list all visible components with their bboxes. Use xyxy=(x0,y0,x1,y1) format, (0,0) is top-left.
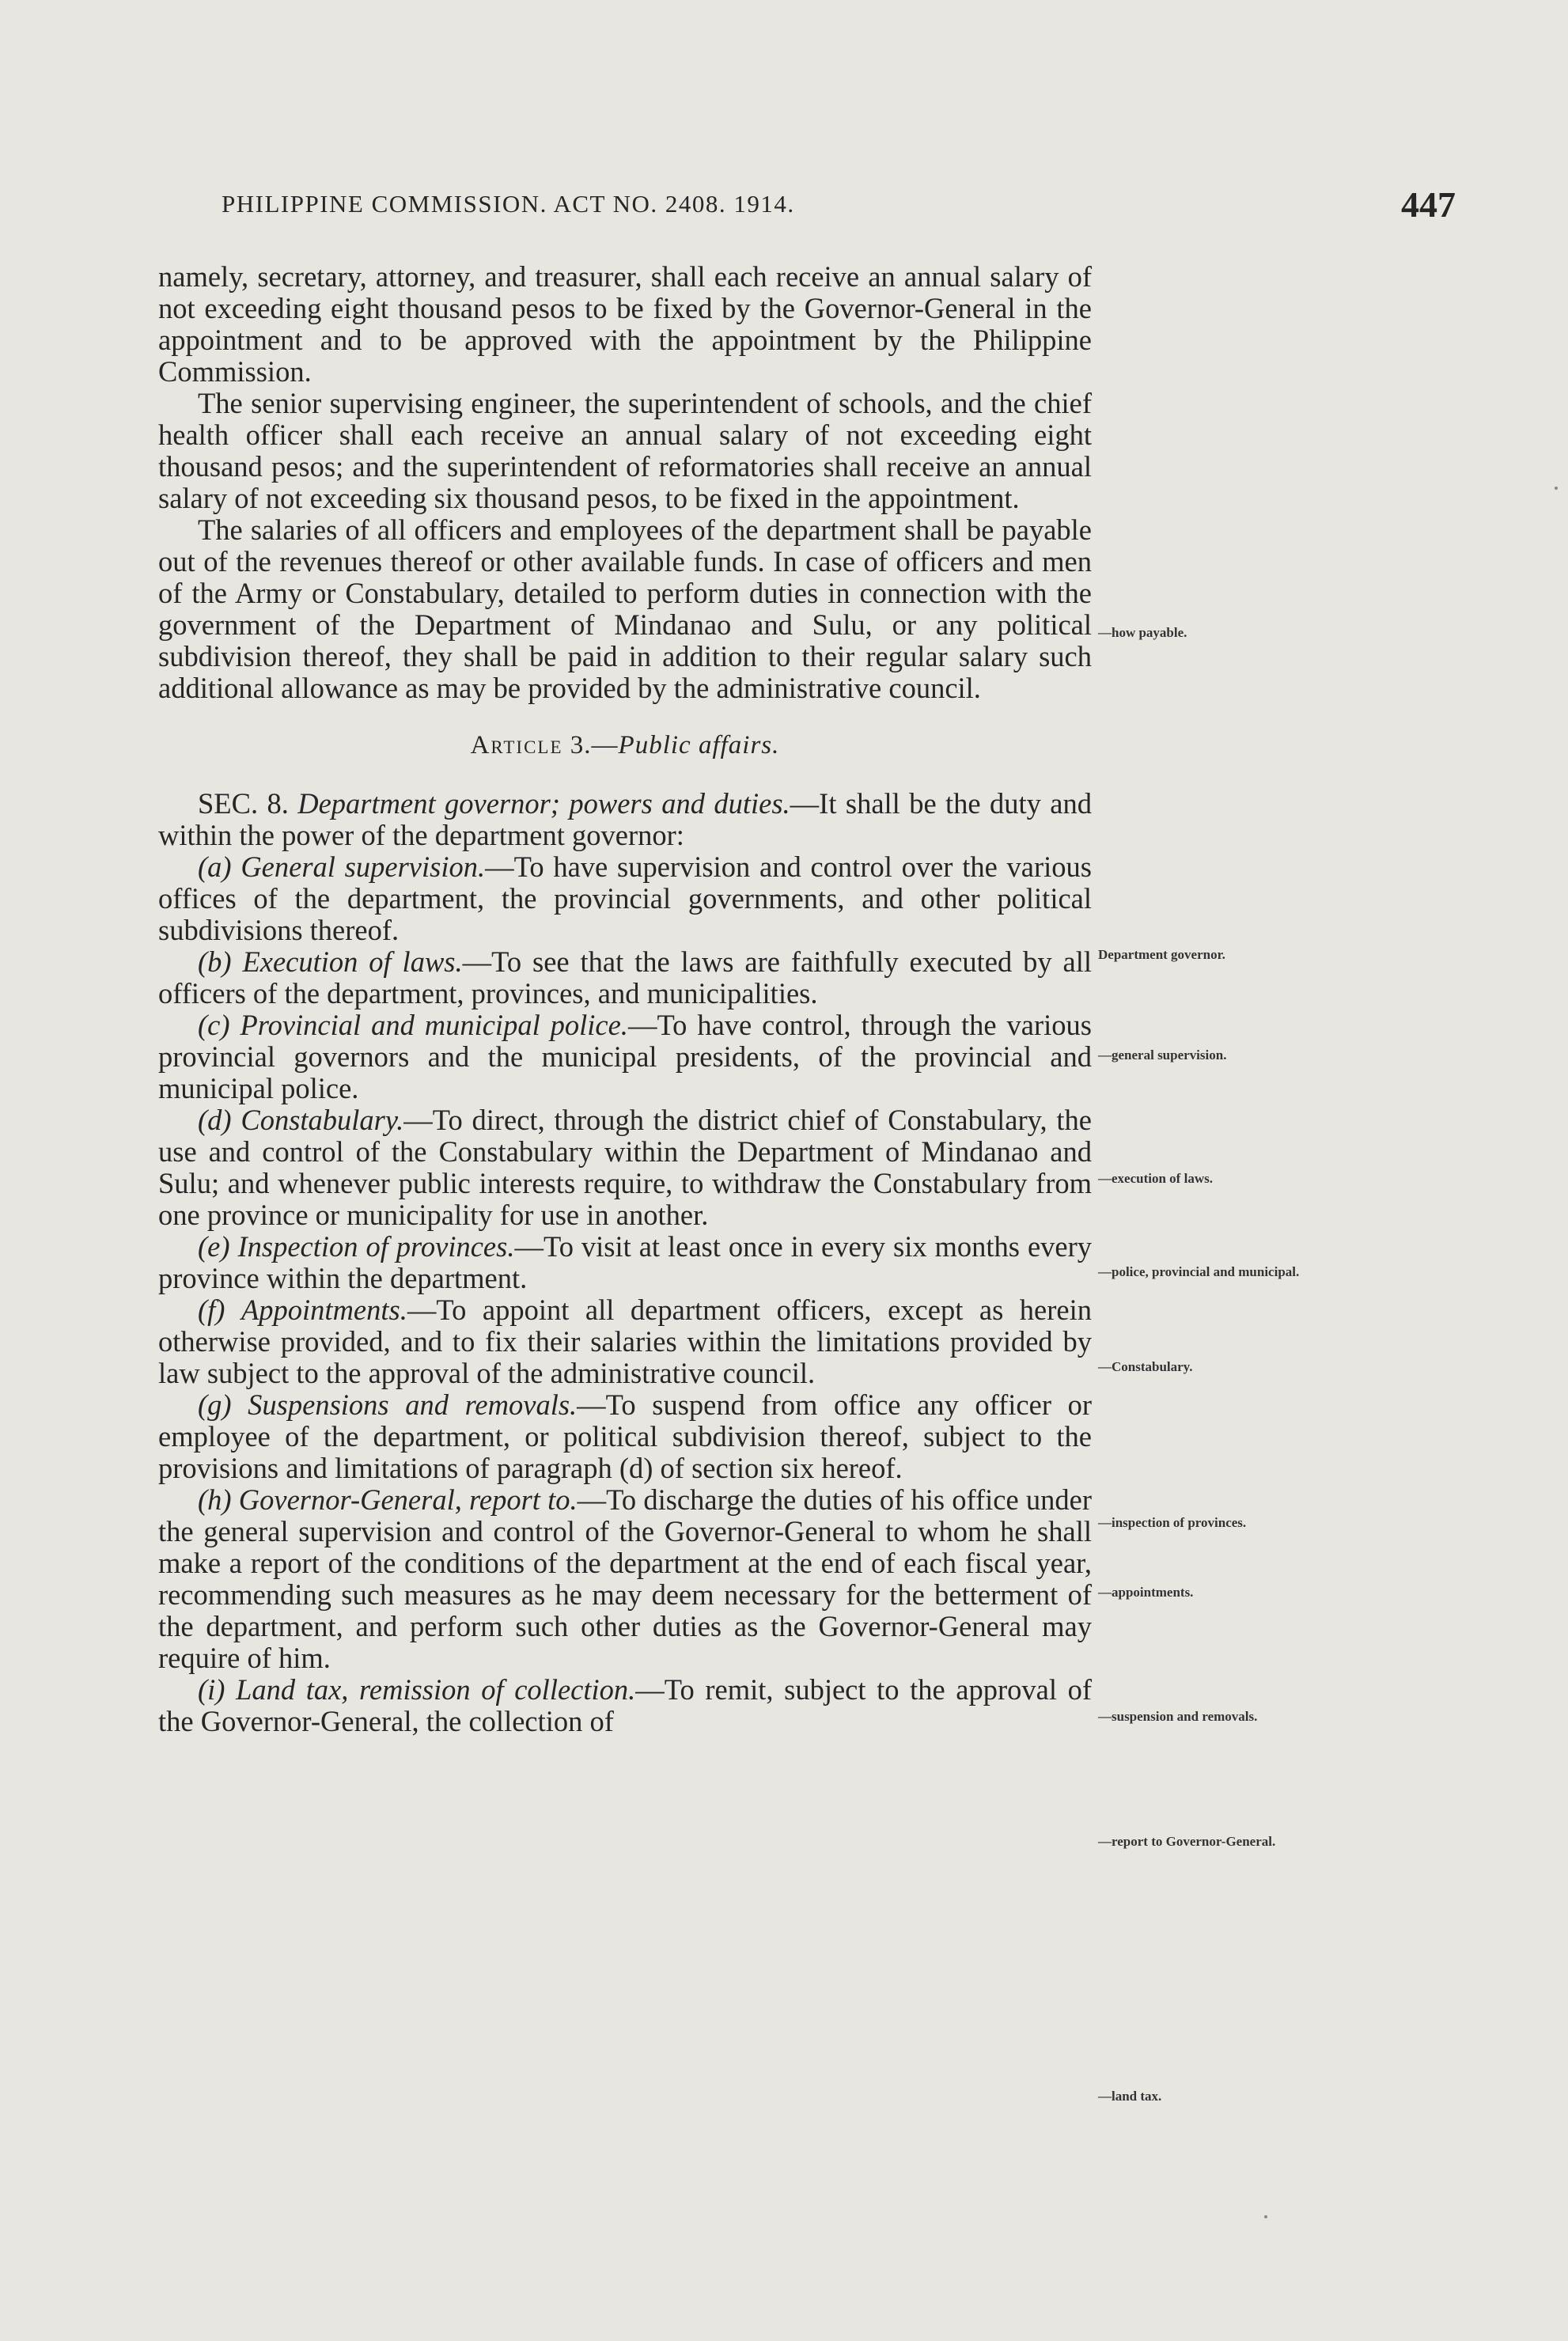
item-title: Appointments. xyxy=(241,1294,407,1326)
margin-note-police: —police, provincial and municipal. xyxy=(1098,1264,1300,1279)
section-text: —It shall be the duty and within the power of the department governor: xyxy=(158,787,1093,851)
margin-note-inspection: —inspection of provinces. xyxy=(1098,1515,1247,1530)
margin-note-suspension: —suspension and removals. xyxy=(1098,1709,1258,1724)
item-g: (g) Suspensions and removals.—To suspend from office any officer or employee of the department, or political subdivision thereof, subject to the provisions and limitations of paragraph (d) of section six hereof. xyxy=(158,1388,1092,1484)
item-d: (d) Constabulary.—To direct, through the district chief of Constabulary, the use and control of the Constabulary within the Department of Mindanao and Sulu; and whenever public interests require, to withdraw the Constabulary from one province or municipality for use in another. xyxy=(158,1104,1092,1231)
article-word: Article xyxy=(470,731,563,759)
item-f: (f) Appointments.—To appoint all department officers, except as herein otherwise provided, and to fix their salaries within the limitations provided by law subject to the approval of the administrative council. xyxy=(158,1294,1093,1389)
item-text: —To appoint all department officers, except as herein otherwise provided, and to fix their salaries within the limitations provided by law subject to the approval of the administrative council. xyxy=(158,1294,1093,1389)
margin-note-appointments: —appointments. xyxy=(1098,1585,1194,1600)
item-h: (h) Governor-General, report to.—To discharge the duties of his office under the general supervision and control of the Governor-General to whom he shall make a report of the conditions of the department at the end of each fiscal year, recommending such measures as he may deem necessary for the betterment of the department, and perform such other duties as the Governor-General may require of him. xyxy=(158,1483,1093,1674)
item-text: —To have supervision and control over the various offices of the department, the provincial governments, and other political subdivisions thereof. xyxy=(158,850,1092,946)
paragraph: namely, secretary, attorney, and treasurer, shall each receive an annual salary of not exceeding eight thousand pesos to be fixed by the Governor-General in the appointment and to be approved with the appointment by the Philippine Commission. xyxy=(158,260,1092,388)
item-title: Inspection of provinces. xyxy=(237,1230,515,1263)
item-e: (e) Inspection of provinces.—To visit at least once in every six months every province within the department. xyxy=(158,1230,1093,1294)
item-title: Constabulary. xyxy=(241,1104,404,1136)
page-number: 447 xyxy=(1401,184,1456,225)
paper-speck xyxy=(1264,2215,1267,2218)
item-text: —To direct, through the district chief of Constabulary, the use and control of the Constabulary within the Department of Mindanao and Sulu; and whenever public interests require, to withdraw the Constabulary from one province or municipality for use in another. xyxy=(158,1104,1092,1231)
item-title: Land tax, remission of collection. xyxy=(236,1673,636,1706)
body-text xyxy=(158,261,1092,1737)
article-title: Public affairs. xyxy=(618,731,780,759)
item-title: Execution of laws. xyxy=(242,945,463,978)
article-heading xyxy=(158,729,1092,761)
margin-note-department-governor: Department governor. xyxy=(1098,947,1225,962)
item-title: Provincial and municipal police. xyxy=(240,1009,628,1041)
item-b: (b) Execution of laws.—To see that the laws are faithfully executed by all officers of the department, provinces, and municipalities. xyxy=(158,945,1093,1010)
margin-note-land-tax: —land tax. xyxy=(1098,2089,1162,2104)
item-text: —To discharge the duties of his office under the general supervision and control of the Governor-General to whom he shall make a report of the conditions of the department at the end of each fiscal year, recommending such measures as he may deem necessary for the betterment of the department, and perform such other duties as the Governor-General may require of him. xyxy=(158,1483,1093,1674)
item-text: —To see that the laws are faithfully executed by all officers of the department, provinces, and municipalities. xyxy=(158,945,1093,1010)
margin-note-execution-of-laws: —execution of laws. xyxy=(1098,1171,1213,1186)
item-c: (c) Provincial and municipal police.—To have control, through the various provincial governors and the municipal presidents, of the provincial and municipal police. xyxy=(158,1009,1093,1104)
item-text: —To visit at least once in every six months every province within the department. xyxy=(158,1230,1093,1294)
section-8 xyxy=(158,788,1092,851)
section-title: Department governor; powers and duties. xyxy=(297,787,790,820)
margin-note-report: —report to Governor-General. xyxy=(1098,1834,1276,1849)
page-header xyxy=(158,184,1456,237)
item-i: (i) Land tax, remission of collection.—To remit, subject to the approval of the Governor-General, the collection of xyxy=(158,1673,1093,1737)
section-label: SEC. 8. xyxy=(198,787,289,820)
article-number: 3.— xyxy=(570,731,619,759)
item-title: Suspensions and removals. xyxy=(248,1388,578,1421)
margin-note-how-payable: —how payable. xyxy=(1098,625,1187,640)
item-text: —To have control, through the various provincial governors and the municipal presidents, of the provincial and municipal police. xyxy=(158,1009,1093,1104)
running-head: PHILIPPINE COMMISSION. ACT NO. 2408. 1914. xyxy=(222,190,795,218)
item-a: (a) General supervision.—To have supervision and control over the various offices of the department, the provincial governments, and other political subdivisions thereof. xyxy=(158,850,1092,946)
paragraph: The senior supervising engineer, the superintendent of schools, and the chief health officer shall each receive an annual salary of not exceeding eight thousand pesos; and the superintendent of reformatories shall receive an annual salary of not exceeding six thousand pesos, to be fixed in the appointment. xyxy=(158,387,1092,514)
item-text: —To suspend from office any officer or employee of the department, or political subdivision thereof, subject to the provisions and limitations of paragraph (d) of section six hereof. xyxy=(158,1388,1092,1484)
item-title: Governor-General, report to. xyxy=(238,1483,578,1516)
item-text: —To remit, subject to the approval of the Governor-General, the collection of xyxy=(158,1673,1093,1737)
margin-note-general-supervision: —general supervision. xyxy=(1098,1047,1227,1063)
paper-speck xyxy=(1555,487,1558,490)
paragraph: The salaries of all officers and employees of the department shall be payable out of the revenues thereof or other available funds. In case of officers and men of the Army or Constabulary, detailed to perform duties in connection with the government of the Department of Mindanao and Sulu, or any political subdivision thereof, they shall be paid in addition to their regular salary such additional allowance as may be provided by the administrative council. xyxy=(158,513,1092,704)
margin-note-constabulary: —Constabulary. xyxy=(1098,1359,1193,1374)
item-title: General supervision. xyxy=(241,850,486,883)
